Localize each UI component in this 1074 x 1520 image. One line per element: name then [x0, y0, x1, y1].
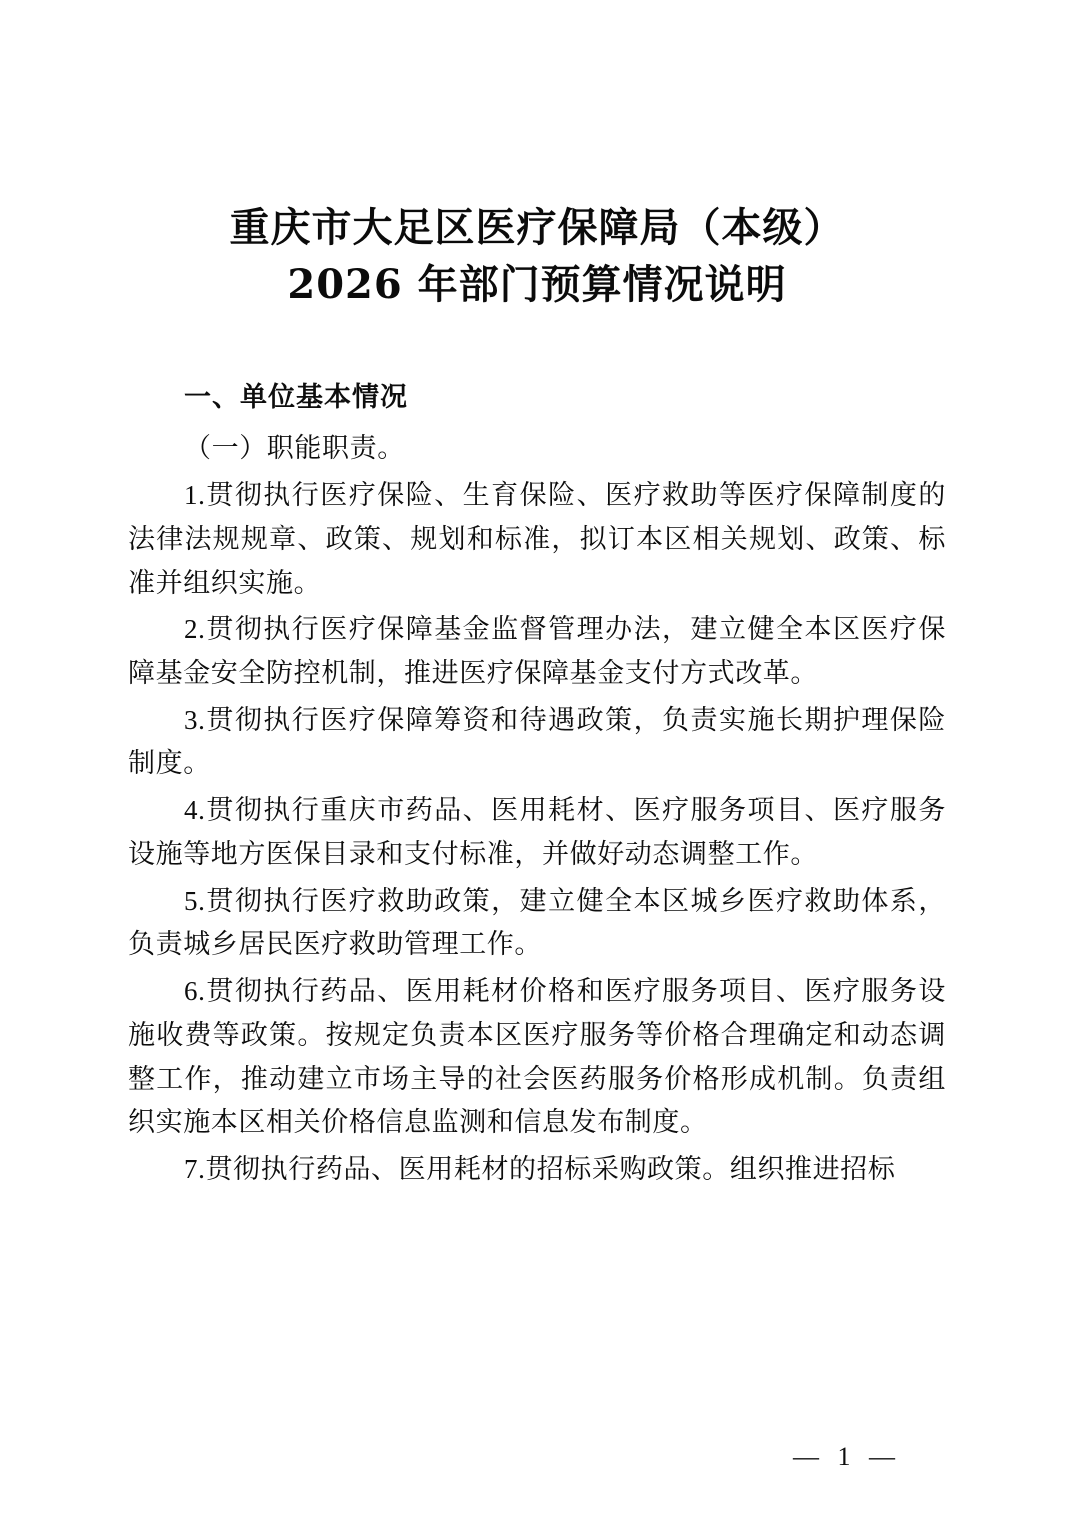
page-title-line-1: 重庆市大足区医疗保障局（本级）	[229, 204, 845, 251]
paragraph-1: 1.贯彻执行医疗保险、生育保险、医疗救助等医疗保障制度的法律法规规章、政策、规划和标准，拟订本区相关规划、政策、标准并组织实施。	[128, 480, 946, 598]
paragraph-4: 4.贯彻执行重庆市药品、医用耗材、医疗服务项目、医疗服务设施等地方医保目录和支付标准，并做好动态调整工作。	[128, 795, 946, 869]
page-title-line-2: 2026 年部门预算情况说明	[287, 260, 787, 308]
paragraph-7: 7.贯彻执行药品、医用耗材的招标采购政策。组织推进招标	[184, 1154, 896, 1185]
subsection-heading: （一）职能职责。	[184, 433, 405, 464]
paragraph-5: 5.贯彻执行医疗救助政策，建立健全本区城乡医疗救助体系，负责城乡居民医疗救助管理工作。	[128, 885, 946, 960]
section-heading: 一、单位基本情况	[184, 381, 408, 413]
paragraph-2: 2.贯彻执行医疗保障基金监督管理办法，建立健全本区医疗保障基金安全防控机制，推进医疗保障基金支付方式改革。	[128, 614, 946, 688]
page-title	[128, 200, 946, 314]
paragraph-6: 6.贯彻执行药品、医用耗材价格和医疗服务项目、医疗服务设施收费等政策。按规定负责本区医疗服务等价格合理确定和动态调整工作，推动建立市场主导的社会医药服务价格形成机制。负责组织实施本区相关价格信息监测和信息发布制度。	[128, 976, 946, 1138]
paragraph-3: 3.贯彻执行医疗保障筹资和待遇政策，负责实施长期护理保险制度。	[128, 704, 946, 779]
page-number: — 1 —	[793, 1442, 901, 1471]
